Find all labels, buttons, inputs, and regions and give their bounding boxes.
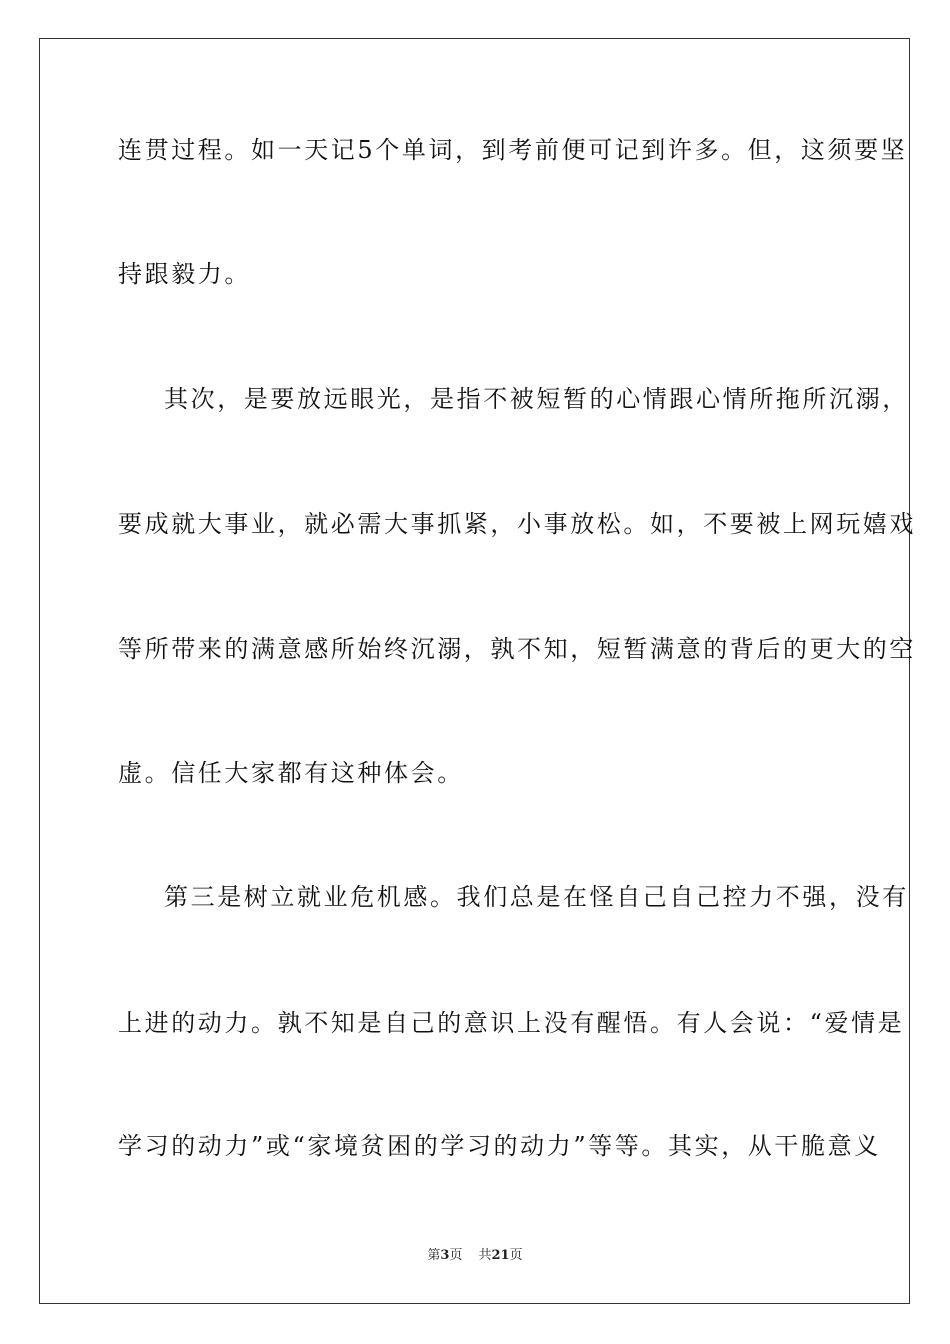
text-line-6: 虚。信任大家都有这种体会。 xyxy=(118,759,464,787)
text-line-2: 持跟毅力。 xyxy=(118,260,251,288)
text-line-4: 要成就大事业，就必需大事抓紧，小事放松。如，不要被上网玩嬉戏 xyxy=(118,510,916,538)
total-pages-number: 21 xyxy=(491,1248,510,1263)
footer-prefix: 第 xyxy=(427,1248,441,1263)
text-line-1: 连贯过程。如一天记5个单词，到考前便可记到许多。但，这须要坚 xyxy=(118,136,908,164)
text-line-9: 学习的动力”或“家境贫困的学习的动力”等等。其实，从干脆意义 xyxy=(118,1132,881,1160)
text-line-7: 第三是树立就业危机感。我们总是在怪自己自己控力不强，没有 xyxy=(164,883,909,911)
footer-total-prefix: 共 xyxy=(478,1248,492,1263)
page-footer xyxy=(0,1248,950,1264)
footer-total-suffix: 页 xyxy=(509,1248,523,1263)
page-border xyxy=(39,38,916,1304)
text-line-8: 上进的动力。孰不知是自己的意识上没有醒悟。有人会说：“爱情是 xyxy=(118,1009,905,1037)
text-line-5: 等所带来的满意感所始终沉溺，孰不知，短暂满意的背后的更大的空 xyxy=(118,635,916,663)
text-line-3: 其次，是要放远眼光，是指不被短暂的心情跟心情所拖所沉溺， xyxy=(164,385,909,413)
current-page-number: 3 xyxy=(440,1248,450,1263)
footer-page-suffix: 页 xyxy=(449,1248,463,1263)
